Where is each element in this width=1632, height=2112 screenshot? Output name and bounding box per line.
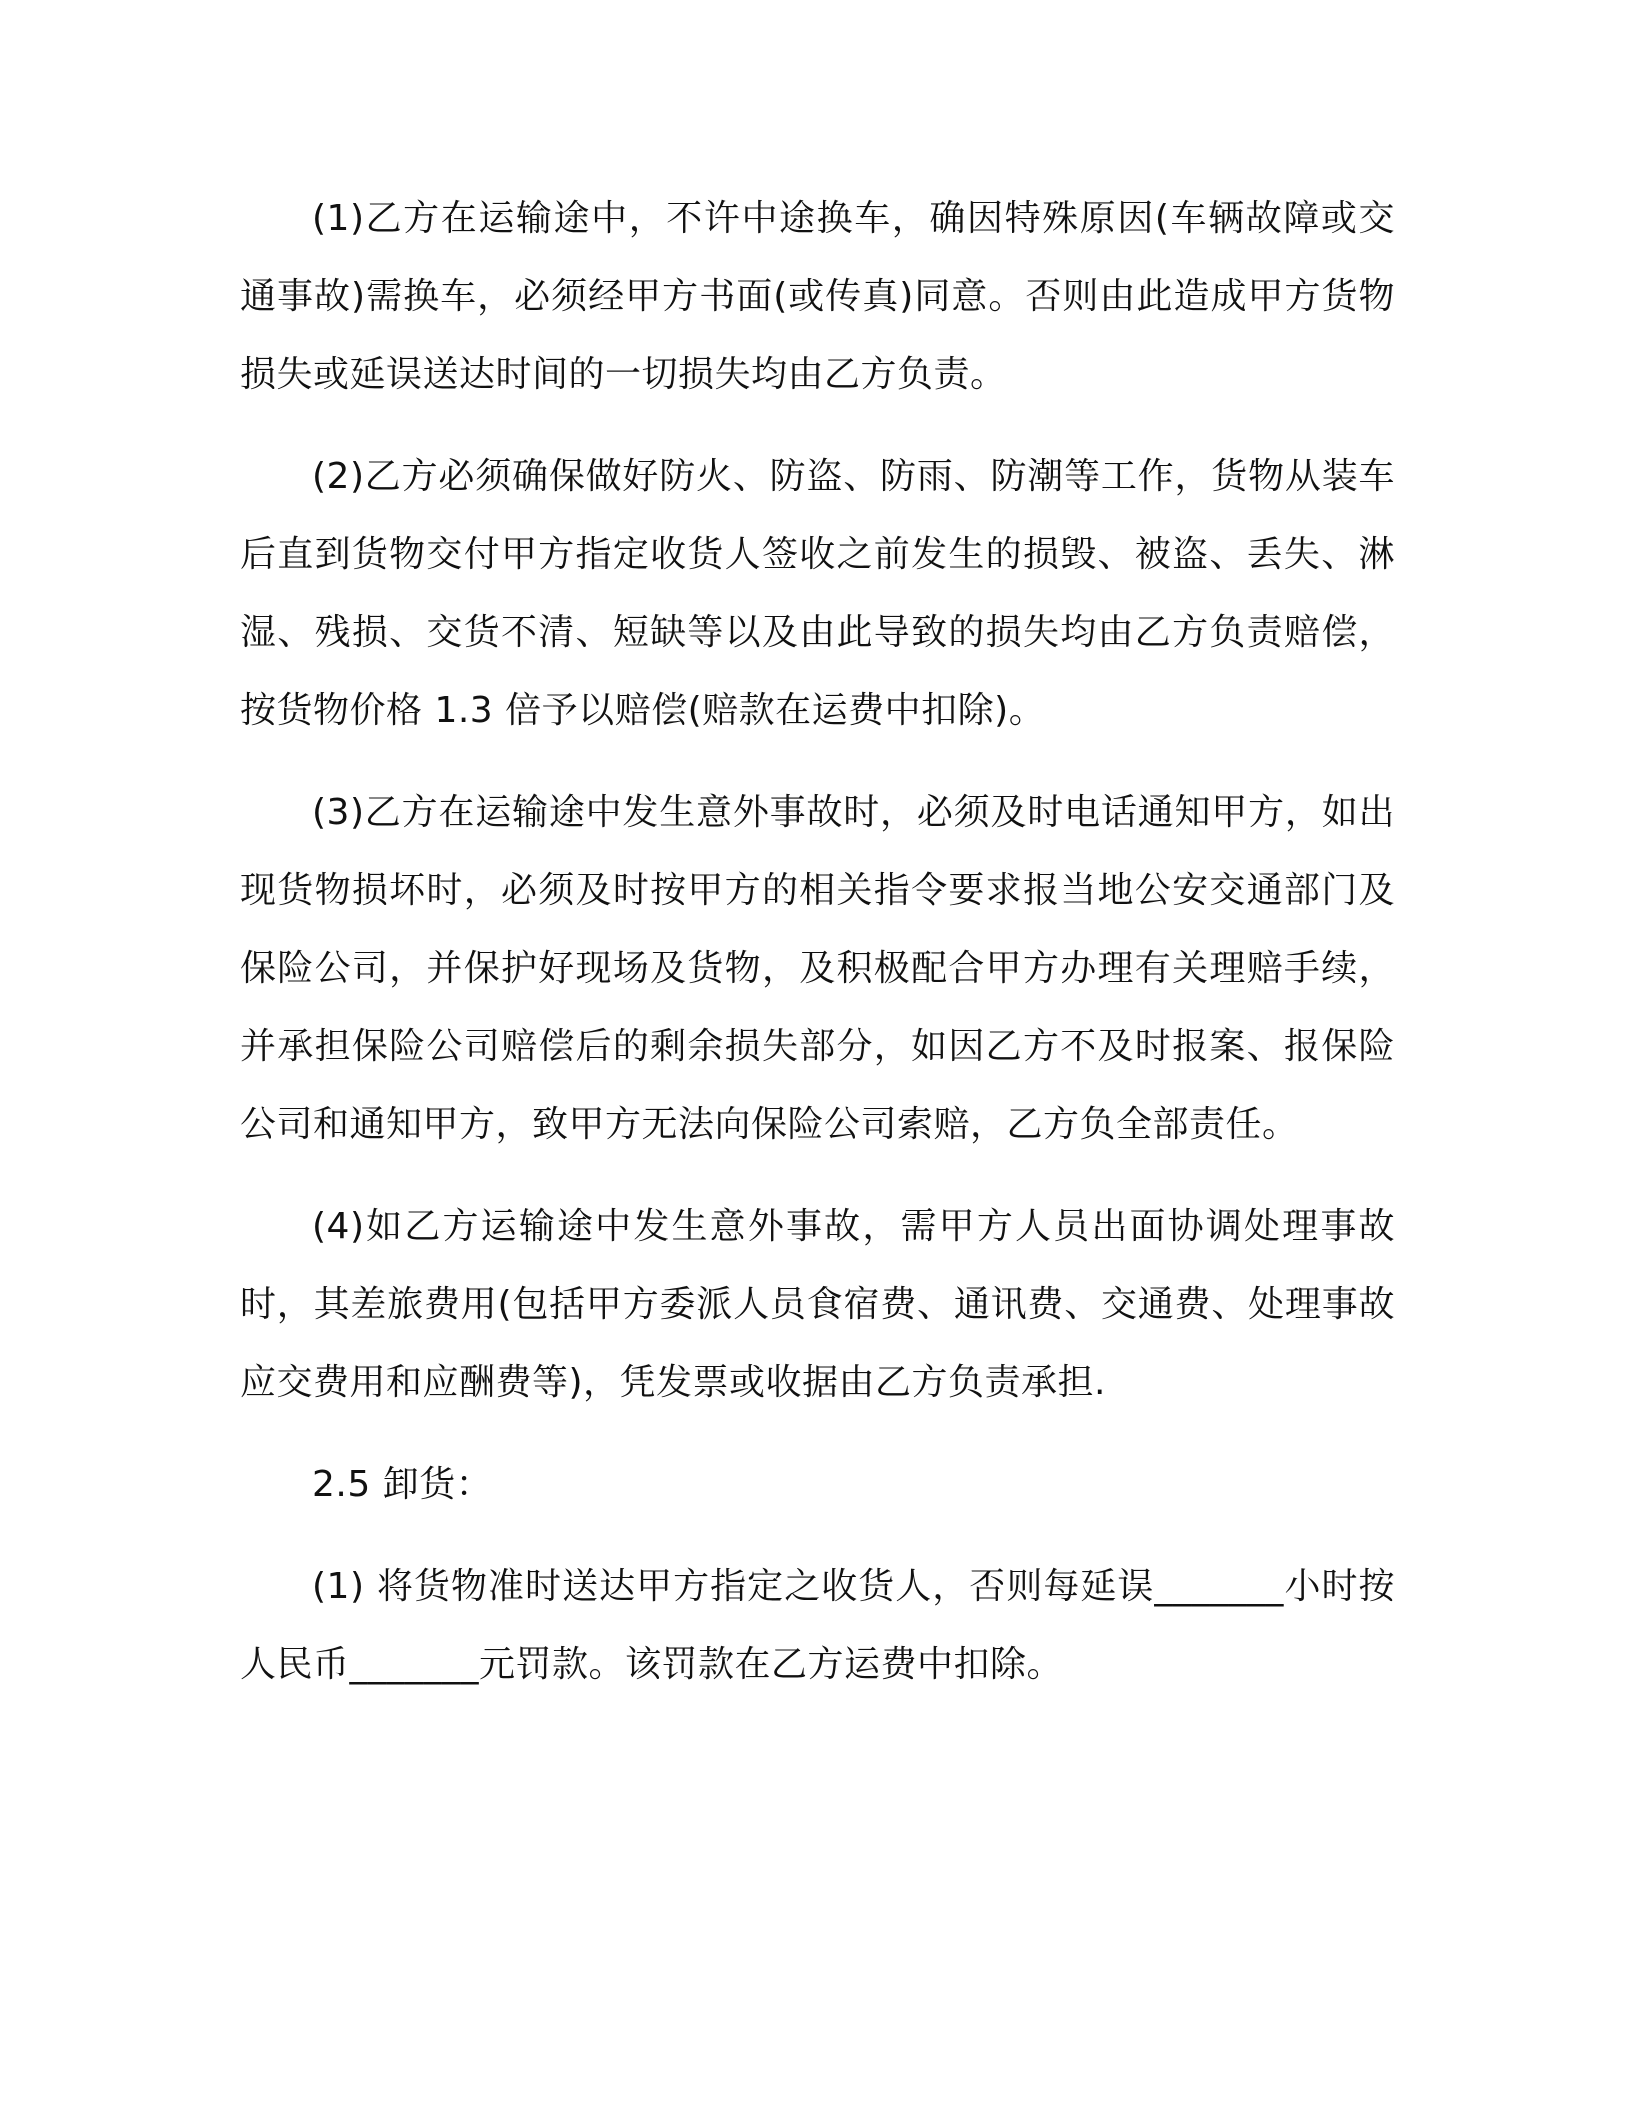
clause-2-cargo-protection: (2)乙方必须确保做好防火、防盗、防雨、防潮等工作，货物从装车后直到货物交付甲方指定收货人签收之前发生的损毁、被盗、丢失、淋湿、残损、交货不清、短缺等以及由此导致的损失均由乙方负责赔偿，按货物价格 1.3 倍予以赔偿(赔款在运费中扣除)。 <box>240 456 1395 731</box>
clause-4-accident-costs: (4)如乙方运输途中发生意外事故，需甲方人员出面协调处理事故时，其差旅费用(包括甲方委派人员食宿费、通讯费、交通费、处理事故应交费用和应酬费等)，凭发票或收据由乙方负责承担. <box>240 1206 1395 1403</box>
section-heading-unloading: 2.5 卸货： <box>312 1464 493 1505</box>
clause-1-vehicle-change: (1)乙方在运输途中，不许中途换车，确因特殊原因(车辆故障或交通事故)需换车，必须经甲方书面(或传真)同意。否则由此造成甲方货物损失或延误送达时间的一切损失均由乙方负责。 <box>240 198 1395 395</box>
clause-3-accident-notice: (3)乙方在运输途中发生意外事故时，必须及时电话通知甲方，如出现货物损坏时，必须及时按甲方的相关指令要求报当地公安交通部门及保险公司，并保护好现场及货物，及积极配合甲方办理有关理赔手续，并承担保险公司赔偿后的剩余损失部分，如因乙方不及时报案、报保险公司和通知甲方，致甲方无法向保险公司索赔，乙方负全部责任。 <box>240 792 1395 1145</box>
clause-unloading-1-delivery: (1) 将货物准时送达甲方指定之收货人，否则每延误_______小时按人民币_______元罚款。该罚款在乙方运费中扣除。 <box>240 1566 1395 1685</box>
document-body <box>240 180 1395 1728</box>
